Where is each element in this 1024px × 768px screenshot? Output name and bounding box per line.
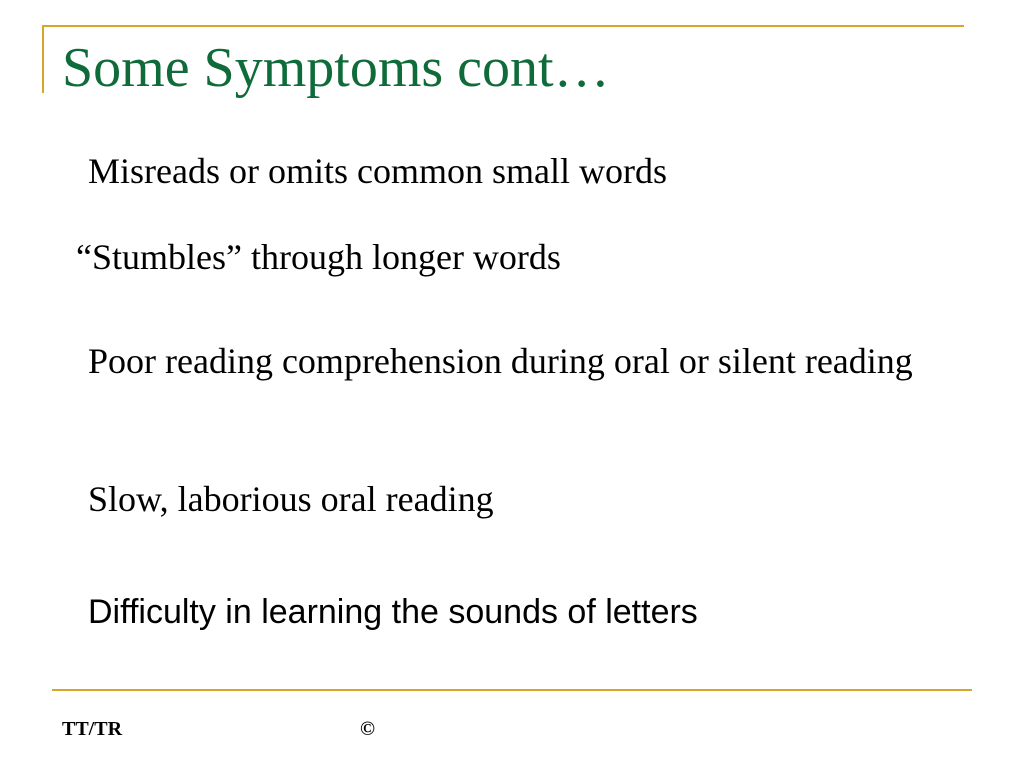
symptom-item-1: Misreads or omits common small words xyxy=(88,151,667,191)
corner-accent-vertical-rule xyxy=(42,25,44,93)
corner-accent-horizontal-rule xyxy=(42,25,964,27)
footer-divider xyxy=(52,689,972,691)
slide-title: Some Symptoms cont… xyxy=(62,37,610,99)
symptom-item-3: Poor reading comprehension during oral or silent reading xyxy=(88,341,913,381)
footer-copyright: © xyxy=(360,718,375,740)
footer-author-initials: TT/TR xyxy=(62,718,123,740)
symptom-item-4: Slow, laborious oral reading xyxy=(88,479,494,519)
symptom-item-5: Difficulty in learning the sounds of letters xyxy=(88,593,698,631)
symptom-item-2: “Stumbles” through longer words xyxy=(76,237,561,277)
